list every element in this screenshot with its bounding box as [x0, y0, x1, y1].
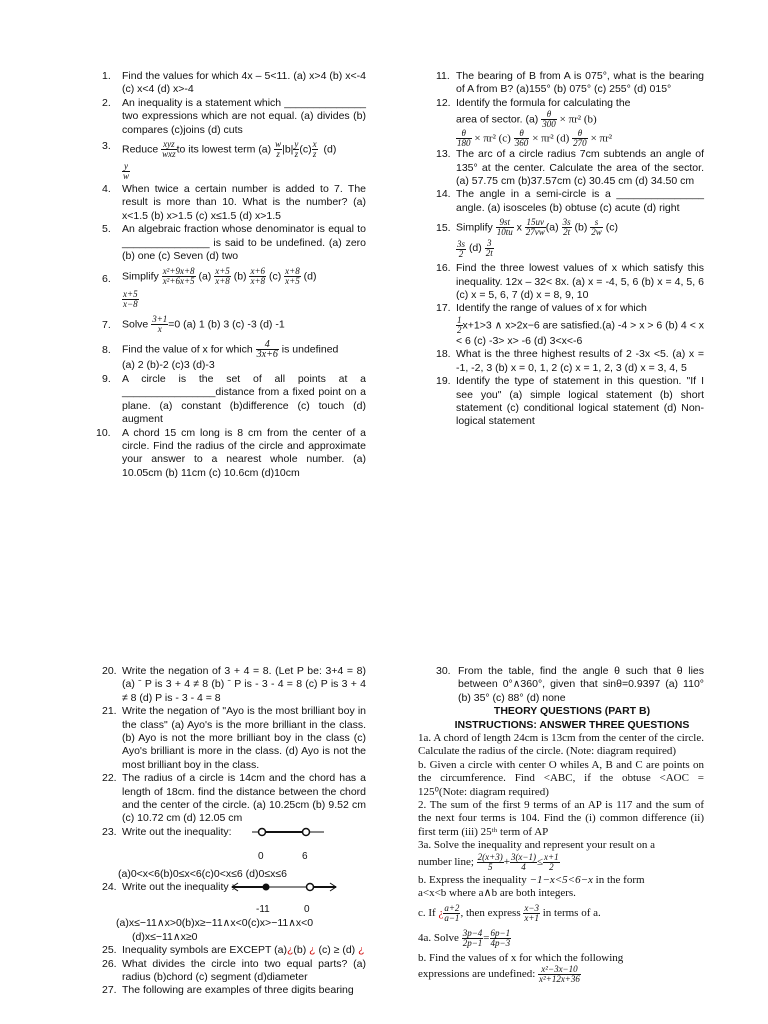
- question-19: 19. Identify the type of statement in this question. "If I see you" (a) simple logical statement (b) short statement (c) conditional logical statement (d) Non-logical statement: [436, 375, 704, 428]
- objective-questions-11-19: [436, 70, 704, 429]
- number-line-24: [230, 879, 340, 895]
- fraction: $\frac{4}{3x+6}$: [256, 339, 278, 361]
- question-18: 18. What is the three highest results of 2 -3x <5. (a) x = -1, -2, 3 (b) x = 0, 1, 2 (c) x = 1, 2, 3 (d) x = 3, 4, 5: [436, 348, 704, 374]
- fraction: $\frac{\text{x²+9x+8}}{\text{x²+6x+5}}$: [162, 266, 195, 287]
- theory-1a: 1a. A chord of length 24cm is 13cm from the center of the circle. Calculate the radius of the circle. (Note: diagram required): [418, 732, 704, 758]
- fraction: $\frac{\theta}{300}$: [542, 109, 556, 130]
- fraction: $\frac{9st}{10tu}$: [496, 217, 513, 238]
- theory-3b: b. Express the inequality −1−x<5<6−x in the form a<x<b where a∧b are both integers.: [418, 873, 645, 900]
- fraction: $\frac{\text{xyz}}{\text{wxz}}$: [162, 139, 176, 160]
- theory-2: 2. The sum of the first 9 terms of an AP is 117 and the sum of the next four terms is 104. Find the (i) common difference (ii) first term (iii) 25ᵗʰ term of AP: [418, 799, 704, 838]
- theory-section: [418, 665, 704, 984]
- question-6: 6. Simplify $\frac{\text{x²+9x+8}}{\text{x²+6x+5}}$ (a) $\frac{x+5}{x+8}$ (b) $\frac{x+6}{x+8}$ (c) $\frac{x+8}{x+5}$ (d) $\frac{x+5}{x-8}$: [102, 266, 317, 310]
- fraction: $\frac{\theta}{180}$: [457, 128, 471, 149]
- open-endpoint: [303, 828, 310, 835]
- question-4: 4. When twice a certain number is added to 7. The result is more than 10. What is the number? (a) x<1.5 (b) x>1.5 (c) x≤1.5 (d) x>1.5: [102, 183, 366, 222]
- question-8: 8. Find the value of x for which $\frac{4}{3x+6}$ is undefined (a) 2 (b)-2 (c)3 (d)-3: [102, 339, 339, 372]
- fraction: $\frac{3s}{2t}$: [562, 217, 571, 238]
- fraction: $\frac{s}{2w}$: [591, 217, 602, 238]
- objective-questions-1-10: [96, 70, 366, 480]
- theory-3c: c. If ¿ $\frac{a+2}{a-1}$ , then express $\frac{x-3}{x+1}$ in terms of a.: [418, 902, 601, 923]
- question-24-options-2: (d)x≤−11∧x≥0: [132, 930, 198, 943]
- question-7: 7. Solve $\frac{3+1}{x}$ =0 (a) 1 (b) 3 (c) -3 (d) -1: [102, 314, 285, 335]
- fraction: $\frac{x+5}{x-8}$: [123, 289, 138, 310]
- question-9: 9. A circle is the set of all points at a ________________distance from a fixed point on a plane. (a) constant (b)difference (c) touch (d) augment: [102, 372, 366, 426]
- fraction: $\frac{x+8}{x+5}$: [285, 266, 300, 287]
- fraction: $\frac{y}{w}$: [123, 161, 130, 182]
- number-line-23: [248, 824, 328, 840]
- question-22: 22. The radius of a circle is 14cm and the chord has a length of 18cm. find the distance between the chord and the center of the circle. (a) 10.25cm (b) 9.52 cm (c) 10.72 cm (d) 12.05 cm: [102, 772, 366, 825]
- fraction: $\frac{3(x-1)}{4}$: [510, 851, 536, 872]
- objective-questions-20-27: [102, 665, 366, 998]
- question-26: 26. What divides the circle into two equal parts? (a) radius (b)chord (c) segment (d)diameter: [102, 957, 366, 983]
- fraction: $\frac{\text{x²−3x−10}}{\text{x²+12x+36}}$: [539, 963, 580, 984]
- fraction: $\frac{1}{2}$: [457, 314, 462, 335]
- question-27: 27. The following are examples of three digits bearing: [102, 984, 354, 997]
- question-23-options: (a)0<x<6(b)0≤x<6(c)0<x≤6 (d)0≤x≤6: [118, 867, 287, 880]
- question-20: 20. Write the negation of 3 + 4 = 8. (Let P be: 3+4 = 8) (a) ˉ P is 3 + 4 ≠ 8 (b) ˉ P is - 3 - 4 = 8 (c) P is 3 + 4 ≠ 8 (d) P is - 3 - 4 = 8: [102, 665, 366, 704]
- question-11: 11. The bearing of B from A is 075°, what is the bearing of A from B? (a)155° (b) 075° (c) 255° (d) 015°: [436, 70, 704, 96]
- fraction: $\frac{y}{z}$: [294, 139, 299, 160]
- closed-endpoint: [263, 884, 270, 891]
- fraction: $\frac{x+6}{x+8}$: [250, 266, 266, 287]
- question-1: 1. Find the values for which 4x – 5<11. (a) x>4 (b) x<-4 (c) x<4 (d) x>-4: [102, 70, 366, 96]
- fraction: $\frac{15uv}{27vw}$: [525, 217, 545, 238]
- open-endpoint: [259, 828, 266, 835]
- theory-title: THEORY QUESTIONS (PART B): [493, 705, 651, 718]
- fraction: $\frac{3+1}{x}$: [152, 314, 168, 335]
- fraction: $\frac{3}{2t}$: [485, 237, 493, 258]
- fraction: $\frac{\theta}{360}$: [514, 128, 529, 149]
- fraction: $\frac{x+1}{2}$: [544, 851, 559, 872]
- question-12: 12. Identify the formula for calculating the area of sector. (a) $\frac{\theta}{300}$ × πr² (b) $\frac{\theta}{180}$ × πr² (c) $\frac{\theta}{360}$ × πr² (d) $\frac{\theta}{270}$ × πr²: [436, 96, 631, 149]
- question-25: 25. Inequality symbols are EXCEPT (a)¿(b) ¿ (c) ≥ (d) ¿: [102, 944, 365, 957]
- fraction: $\frac{3s}{2}$: [457, 239, 466, 260]
- fraction: $\frac{6p-1}{4p-3}$: [490, 927, 511, 948]
- question-5: 5. An algebraic fraction whose denominator is equal to _______________ is said to be undefined. (a) zero (b) one (c) Seven (d) two: [102, 223, 366, 263]
- question-21: 21. Write the negation of "Ayo is the most brilliant boy in the class" (a) Ayo's is the more brilliant in the class. (b) Ayo is not the more brilliant boy in the class (c) Ayo's brilliant is more in the class. (d) Ayo is not the most brilliant boy in the class.: [102, 705, 366, 771]
- question-24: 24. Write out the inequality : -11 0: [102, 881, 366, 917]
- question-10: 10. A chord 15 cm long is 8 cm from the center of a circle. Find the radius of the circle and approximate your answer to a nearest whole number. (a) 10.05cm (b) 11cm (c) 10.6cm (d)10cm: [96, 426, 366, 479]
- instructions: INSTRUCTIONS: ANSWER THREE QUESTIONS: [454, 718, 690, 731]
- question-16: 16. Find the three lowest values of x which satisfy this inequality. 12x – 32< 8x. (a) x = -4, 5, 6 (b) x = 4, 5, 6 (c) x = 5, 6, 7 (d) x = 8, 9, 10: [436, 262, 704, 302]
- question-24-options: (a)x≤−11∧x>0(b)x≥−11∧x<0(c)x>−11∧x<0: [116, 917, 314, 930]
- fraction: $\frac{w}{z}$: [275, 139, 282, 160]
- theory-4b: b. Find the values of x for which the following expressions are undefined: $\frac{\text{x²−3x−10}}{\text{x²+12x+36}}$: [418, 951, 624, 984]
- question-30: 30. From the table, find the angle θ such that θ lies between 0°∧360°, given that sinθ=0.9397 (a) 110° (b) 35° (c) 88° (d) none: [436, 665, 704, 704]
- question-13: 13. The arc of a circle radius 7cm subtends an angle of 135° at the center. Calculate the area of the sector. (a) 57.75 cm (b)37.57cm (c) 30.45 cm (d) 34.50 cm: [436, 148, 704, 188]
- fraction: $\frac{x-3}{x+1}$: [524, 902, 539, 923]
- question-15: 15. Simplify $\frac{9st}{10tu}$ x $\frac{15uv}{27vw}$ (a) $\frac{3s}{2t}$ (b) $\frac{s}{2w}$ (c) $\frac{3s}{2}$ (d) $\frac{3}{2t}$: [436, 217, 618, 260]
- question-14: 14. The angle in a semi-circle is a _______________ angle. (a) isosceles (b) obtuse (c) acute (d) right: [436, 188, 704, 214]
- open-endpoint: [307, 884, 314, 891]
- question-23: 23. Write out the inequality: 0 6: [102, 826, 366, 868]
- fraction: $\frac{x+5}{x+8}$: [215, 266, 230, 287]
- fraction: $\frac{a+2}{a-1}$: [444, 902, 460, 923]
- fraction: $\frac{x}{z}$: [312, 139, 317, 160]
- theory-3a: 3a. Solve the inequality and represent your result on a number line; $\frac{2(x+3)}{5}$ + $\frac{3(x-1)}{4}$ ≤ $\frac{x+1}{2}$: [418, 839, 656, 872]
- fraction: $\frac{\theta}{270}$: [573, 128, 587, 149]
- question-2: 2. An inequality is a statement which ______________ two expressions which are not equal. (a) divides (b) compares (c)joins (d) cuts: [102, 96, 366, 136]
- question-3: 3. Reduce $\frac{\text{xyz}}{\text{wxz}}$ to its lowest term (a) $\frac{w}{z}$ |b| $\frac{y}{z}$ (c) $\frac{x}{z}$ (d) $\frac{y}{w}$: [102, 139, 337, 182]
- fraction: $\frac{3p-4}{2p-1}$: [462, 927, 483, 948]
- theory-1b: b. Given a circle with center O whiles A, B and C are points on the circumference. Find <ABC, if the obtuse <AOC = 125⁰(Note: diagram required): [418, 758, 704, 798]
- fraction: $\frac{2(x+3)}{5}$: [477, 851, 503, 872]
- question-17: 17. Identify the range of values of x for which $\frac{1}{2}$ x+1>3 ∧ x>2x−6 are satisfied.(a) -4 > x > 6 (b) 4 < x < 6 (c) -3> x> -6 (d) 3<x<-6: [436, 302, 704, 347]
- theory-4a: 4a. Solve $\frac{3p-4}{2p-1}$ = $\frac{6p-1}{4p-3}$: [418, 927, 511, 948]
